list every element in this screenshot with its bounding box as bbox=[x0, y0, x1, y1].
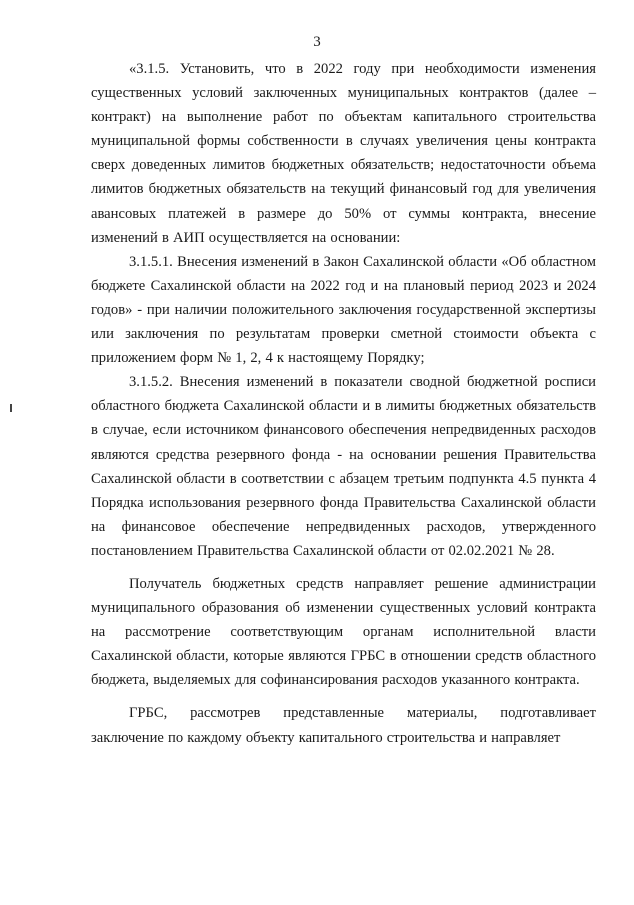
scan-margin-mark bbox=[10, 404, 12, 412]
paragraph-recipient: Получатель бюджетных средств направляет решение администрации муниципального образования об изменении существенных условий контракта на рассмотрение соответствующим органам исполнительной власти Сахалинской области, которые являются ГРБС в отношении средств областного бюджета, выделяемых для софинансирования расходов указанного контракта. bbox=[91, 575, 596, 689]
paragraph-3-1-5-1: 3.1.5.1. Внесения изменений в Закон Сахалинской области «Об областном бюджете Сахалинской области на 2022 год и на плановый период 2023 и 2024 годов» - при наличии положительного заключения государственной экспертизы или заключения по результатам проверки сметной стоимости объекта с приложением форм № 1, 2, 4 к настоящему Порядку; bbox=[91, 253, 596, 367]
page-number: 3 bbox=[313, 34, 321, 50]
paragraph-3-1-5: «3.1.5. Установить, что в 2022 году при необходимости изменения существенных условий заключенных муниципальных контрактов (далее – контракт) на выполнение работ по объектам капитального строительства муниципальной формы собственности в случаях увеличения цены контракта сверх доведенных лимитов бюджетных обязательств; недостаточности объема лимитов бюджетных обязательств на текущий финансовый год для увеличения авансовых платежей в размере до 50% от суммы контракта, внесение изменений в АИП осуществляется на основании: bbox=[91, 61, 596, 246]
paragraph-3-1-5-2: 3.1.5.2. Внесения изменений в показатели сводной бюджетной росписи областного бюджета Сахалинской области и в лимиты бюджетных обязательств в случае, если источником финансового обеспечения непредвиденных расходов являются средства резервного фонда - на основании решения Правительства Сахалинской области в соответствии с абзацем третьим подпункта 4.5 пункта 4 Порядка использования резервного фонда Правительства Сахалинской области на финансовое обеспечение непредвиденных расходов, утвержденного постановлением Правительства Сахалинской области от 02.02.2021 № 28. bbox=[91, 374, 596, 559]
paragraph-grbs: ГРБС, рассмотрев представленные материалы, подготавливает заключение по каждому объекту капитального строительства и направляет bbox=[91, 705, 596, 746]
document-body bbox=[91, 57, 596, 750]
